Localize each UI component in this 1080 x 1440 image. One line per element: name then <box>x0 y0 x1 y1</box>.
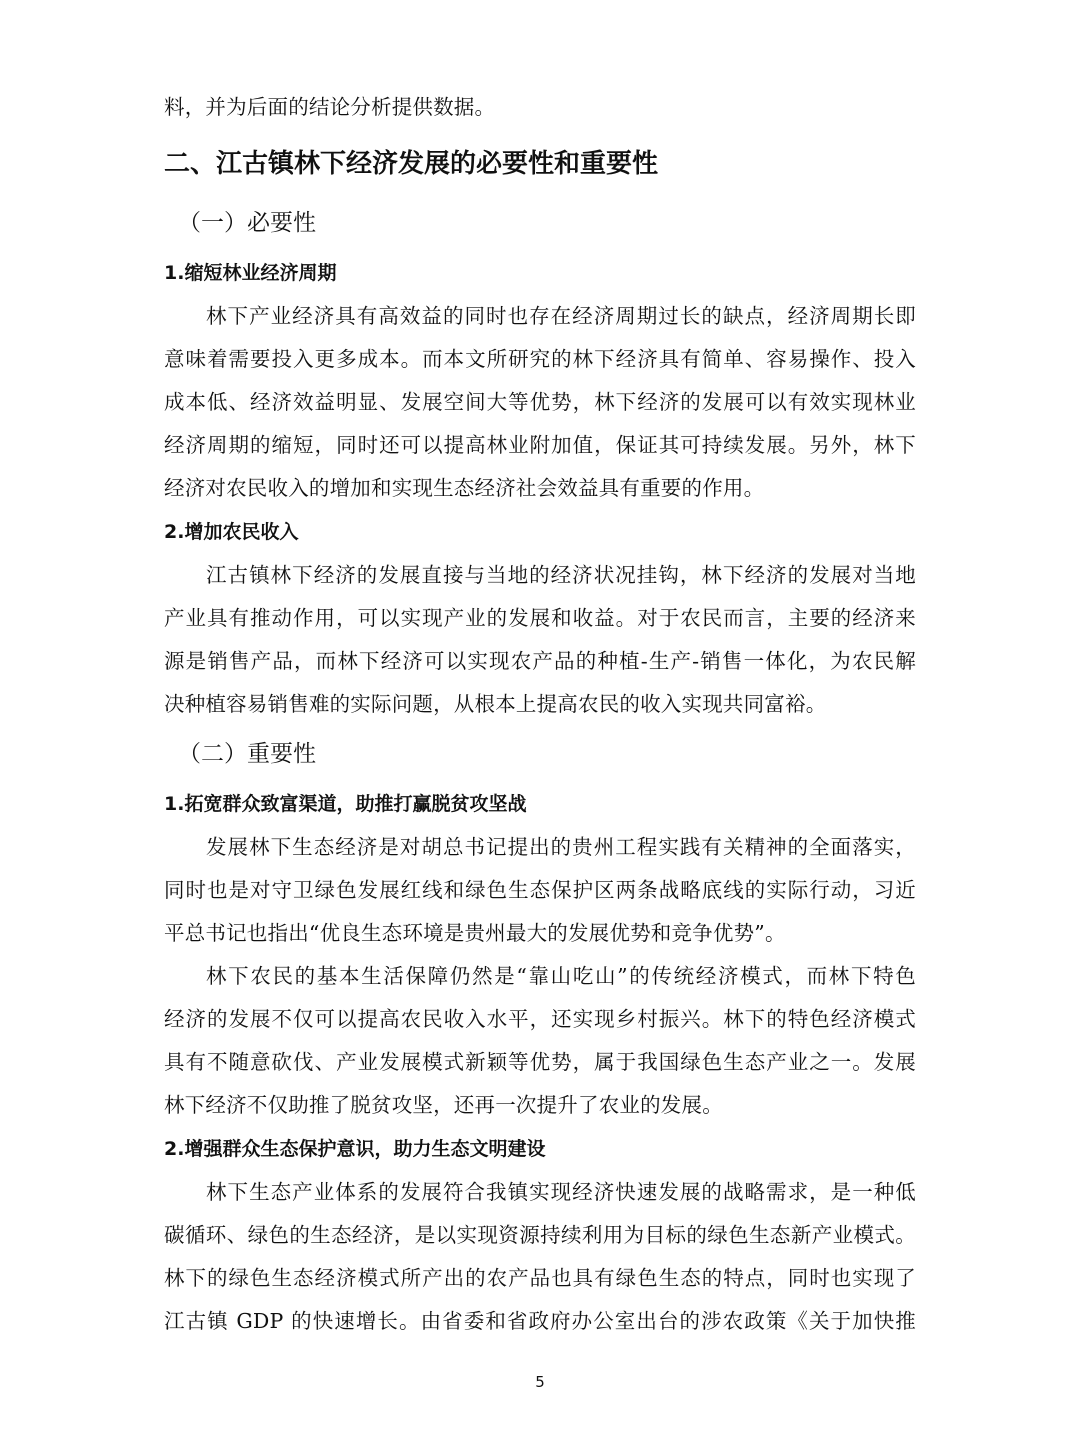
document-body <box>164 86 916 1343</box>
body-text-line: 经济周期的缩短，同时还可以提高林业附加值，保证其可持续发展。另外，林下 <box>164 433 916 457</box>
body-text-line: 林下经济不仅助推了脱贫攻坚，还再一次提升了农业的发展。 <box>164 1093 723 1117</box>
subsection-heading: （一）必要性 <box>178 210 316 236</box>
body-text-line: 碳循环、绿色的生态经济，是以实现资源持续利用为目标的绿色生态新产业模式。 <box>164 1223 916 1247</box>
body-text-line: 同时也是对守卫绿色发展红线和绿色生态保护区两条战略底线的实际行动，习近 <box>164 878 916 902</box>
subsection-heading: （二）重要性 <box>178 741 316 767</box>
body-text-line: 林下的绿色生态经济模式所产出的农产品也具有绿色生态的特点，同时也实现了 <box>164 1266 916 1290</box>
item-heading: 2.增加农民收入 <box>164 521 299 543</box>
body-text-line: 经济对农民收入的增加和实现生态经济社会效益具有重要的作用。 <box>164 476 765 500</box>
body-text-line: 料，并为后面的结论分析提供数据。 <box>164 95 496 119</box>
body-text-line: 成本低、经济效益明显、发展空间大等优势，林下经济的发展可以有效实现林业 <box>164 390 916 414</box>
body-text-line: 具有不随意砍伐、产业发展模式新颖等优势，属于我国绿色生态产业之一。发展 <box>164 1050 916 1074</box>
body-text-line: 江古镇 GDP 的快速增长。由省委和省政府办公室出台的涉农政策《关于加快推 <box>164 1309 916 1333</box>
body-text-line: 产业具有推动作用，可以实现产业的发展和收益。对于农民而言，主要的经济来 <box>164 606 916 630</box>
item-heading: 2.增强群众生态保护意识，助力生态文明建设 <box>164 1138 546 1160</box>
body-text-line: 发展林下生态经济是对胡总书记提出的贵州工程实践有关精神的全面落实， <box>206 835 916 859</box>
item-heading: 1.缩短林业经济周期 <box>164 262 337 284</box>
body-text-line: 意味着需要投入更多成本。而本文所研究的林下经济具有简单、容易操作、投入 <box>164 347 916 371</box>
body-text-line: 林下产业经济具有高效益的同时也存在经济周期过长的缺点，经济周期长即 <box>206 304 916 328</box>
body-text-line: 林下生态产业体系的发展符合我镇实现经济快速发展的战略需求，是一种低 <box>206 1180 916 1204</box>
body-text-line: 源是销售产品，而林下经济可以实现农产品的种植-生产-销售一体化，为农民解 <box>164 649 916 673</box>
body-text-line: 平总书记也指出“优良生态环境是贵州最大的发展优势和竞争优势”。 <box>164 921 786 945</box>
body-text-line: 林下农民的基本生活保障仍然是“靠山吃山”的传统经济模式，而林下特色 <box>206 964 916 988</box>
item-heading: 1.拓宽群众致富渠道，助推打赢脱贫攻坚战 <box>164 793 527 815</box>
section-heading: 二、江古镇林下经济发展的必要性和重要性 <box>164 149 659 179</box>
body-text-line: 江古镇林下经济的发展直接与当地的经济状况挂钩，林下经济的发展对当地 <box>206 563 916 587</box>
body-text-line: 经济的发展不仅可以提高农民收入水平，还实现乡村振兴。林下的特色经济模式 <box>164 1007 916 1031</box>
body-text-line: 决种植容易销售难的实际问题，从根本上提高农民的收入实现共同富裕。 <box>164 692 827 716</box>
page-number: 5 <box>535 1373 545 1391</box>
